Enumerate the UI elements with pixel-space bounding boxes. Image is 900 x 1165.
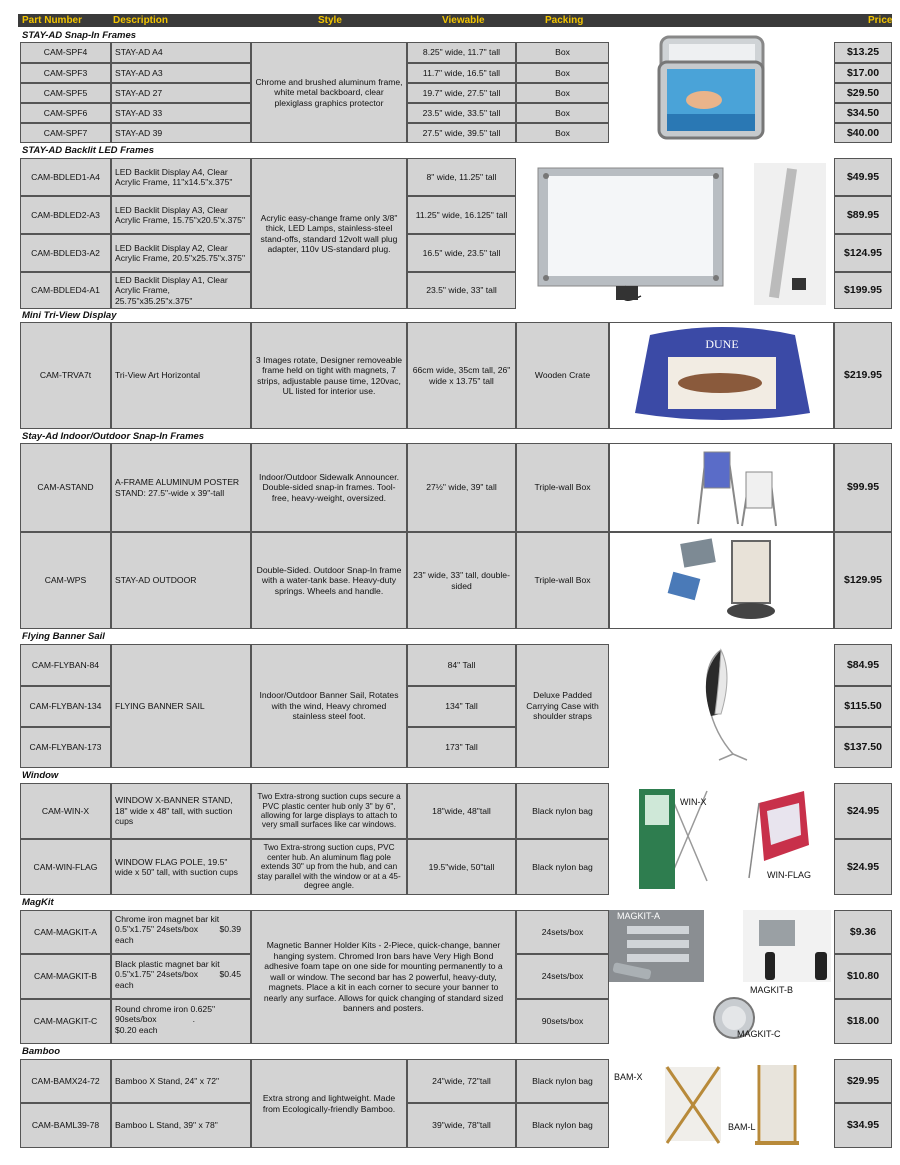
description: A-FRAME ALUMINUM POSTER STAND: 27.5"-wide x 39"-tall [111,443,251,532]
viewable: 11.7" wide, 16.5" tall [407,63,516,83]
description-line: Round chrome iron 0.625" [115,1004,216,1014]
part-number: CAM-SPF3 [20,63,111,83]
description-line [115,1014,247,1024]
viewable: 11.25" wide, 16.125" tall [407,196,516,234]
viewable: 19.5"wide, 50"tall [407,839,516,895]
part-number: CAM-ASTAND [20,443,111,532]
description: WINDOW X-BANNER STAND, 18" wide x 48" tall, with suction cups [111,783,251,839]
price: $17.00 [834,63,892,83]
description [111,954,251,999]
part-number: CAM-FLYBAN-84 [20,644,111,686]
part-number: CAM-WIN-X [20,783,111,839]
style-description: Two Extra-strong suction cups secure a PVC plastic center hub only 3" by 6", allowing for large displays to attach to very small surfaces like car windows. [251,783,407,839]
part-number: CAM-WIN-FLAG [20,839,111,895]
pack-size: 0.5"x1.75" 24sets/box [115,924,199,935]
description: LED Backlit Display A2, Clear Acrylic Frame, 20.5"x25.75"x.375" [111,234,251,272]
packing: Black nylon bag [516,1059,609,1103]
price: $9.36 [834,910,892,954]
style-description: Indoor/Outdoor Banner Sail, Rotates with the wind, Heavy chromed stainless steel foot. [251,644,407,768]
header-price: Price [868,15,893,26]
win-flag-label: WIN-FLAG [767,870,811,880]
style-description: 3 Images rotate, Designer removeable frame held on tight with magnets, 7 strips, adjustable pause time, 120vac, UL listed for interior use. [251,322,407,429]
price: $24.95 [834,839,892,895]
description: LED Backlit Display A4, Clear Acrylic Frame, 11"x14.5"x.375" [111,158,251,196]
price: $34.50 [834,103,892,123]
description-line [115,969,247,979]
style-description: Double-Sided. Outdoor Snap-In frame with a water-tank base. Heavy-duty springs. Wheels and handle. [251,532,407,629]
flying-banner-image [609,644,834,768]
section-title-window: Window [22,770,59,781]
description: WINDOW FLAG POLE, 19.5" wide x 50" tall, with suction cups [111,839,251,895]
header-viewable: Viewable [442,15,485,26]
viewable: 27½" wide, 39" tall [407,443,516,532]
viewable: 39"wide, 78"tall [407,1103,516,1148]
part-number: CAM-MAGKIT-B [20,954,111,999]
viewable: 18"wide, 48"tall [407,783,516,839]
part-number: CAM-TRVA7t [20,322,111,429]
viewable: 24sets/box [516,910,609,954]
description: FLYING BANNER SAIL [111,644,251,768]
part-number: CAM-WPS [20,532,111,629]
bam-x-label: BAM-X [614,1072,643,1082]
viewable: 24"wide, 72"tall [407,1059,516,1103]
magkit-a-label: MAGKIT-A [617,911,661,921]
dune-logo-text: DUNE [705,337,739,351]
description-line: $0.20 each [115,1024,158,1035]
pack-size: 90sets/box [115,1014,157,1025]
viewable: 66cm wide, 35cm tall, 26" wide x 13.75" tall [407,322,516,429]
description: Bamboo L Stand, 39" x 78" [111,1103,251,1148]
price: $49.95 [834,158,892,196]
outdoor-frame-image [609,532,834,629]
viewable: 8" wide, 11.25" tall [407,158,516,196]
header-packing: Packing [545,15,584,26]
price: $115.50 [834,686,892,727]
viewable: 23.5" wide, 33" tall [407,272,516,309]
price: $84.95 [834,644,892,686]
unit-price: $0.45 [219,969,241,980]
description-line: each [115,934,134,945]
packing: Box [516,42,609,63]
packing: Box [516,123,609,143]
bam-l-label: BAM-L [728,1122,756,1132]
style-description: Acrylic easy-change frame only 3/8" thick, LED Lamps, stainless-steel stand-offs, standard 12volt wall plug adapter, 110v US-standard plug. [251,158,407,309]
part-number: CAM-FLYBAN-134 [20,686,111,727]
header-description: Description [113,15,169,26]
viewable: 16.5" wide, 23.5" tall [407,234,516,272]
part-number: CAM-SPF6 [20,103,111,123]
packing: Triple-wall Box [516,443,609,532]
description-line: Chrome iron magnet bar kit [115,914,220,924]
section-title-bamboo: Bamboo [22,1046,60,1057]
section-title-triview: Mini Tri-View Display [22,310,117,321]
description-line [115,924,247,934]
description-line: Black plastic magnet bar kit [115,959,220,969]
packing: Box [516,63,609,83]
unit-price: . [192,1014,195,1025]
part-number: CAM-MAGKIT-A [20,910,111,954]
unit-price: $0.39 [219,924,241,935]
price: $89.95 [834,196,892,234]
section-title-magkit: MagKit [22,897,54,908]
price: $29.50 [834,83,892,103]
header-part-number: Part Number [22,15,83,26]
price: $24.95 [834,783,892,839]
led-frame-image [516,158,834,309]
header-style: Style [318,15,342,26]
part-number: CAM-FLYBAN-173 [20,727,111,768]
magkit-c-label: MAGKIT-C [737,1029,781,1039]
section-title-led: STAY-AD Backlit LED Frames [22,145,154,156]
packing: Deluxe Padded Carrying Case with shoulder straps [516,644,609,768]
description [111,910,251,954]
price: $219.95 [834,322,892,429]
packing: Box [516,83,609,103]
part-number: CAM-BDLED1-A4 [20,158,111,196]
price: $124.95 [834,234,892,272]
price: $40.00 [834,123,892,143]
win-x-label: WIN-X [680,797,707,807]
description: STAY-AD 33 [111,103,251,123]
viewable: 19.7" wide, 27.5" tall [407,83,516,103]
part-number: CAM-BDLED2-A3 [20,196,111,234]
packing: Wooden Crate [516,322,609,429]
description: STAY-AD 27 [111,83,251,103]
pack-size: 0.5"x1.75" 24sets/box [115,969,199,980]
style-description: Two Extra-strong suction cups, PVC center hub. An aluminum flag pole extends 30" up from the hub, and can stay parallel with the window or at a 45-degree angle. [251,839,407,895]
section-title-outdoor: Stay-Ad Indoor/Outdoor Snap-In Frames [22,431,205,442]
style-description: Magnetic Banner Holder Kits - 2-Piece, quick-change, banner hanging system. Chromed Iron bars have Very High Bond adhesive foam tape on one side for mounting permanently to a wall or window. The second bar has 2 powerful, heavy-duty, magnets. Place a kit in each corner to secure your banner to nearly any surface. Allows for quick changing of standard sized banners and posters. [251,910,516,1044]
description-line: each [115,979,134,990]
viewable: 134" Tall [407,686,516,727]
description: Tri-View Art Horizontal [111,322,251,429]
price: $34.95 [834,1103,892,1148]
magkit-image [609,910,834,1044]
part-number: CAM-BDLED3-A2 [20,234,111,272]
style-description: Chrome and brushed aluminum frame, white metal backboard, clear plexiglass graphics protector [251,42,407,143]
packing: Black nylon bag [516,839,609,895]
viewable: 27.5" wide, 39.5" tall [407,123,516,143]
packing: Box [516,103,609,123]
price: $18.00 [834,999,892,1044]
description: STAY-AD OUTDOOR [111,532,251,629]
viewable: 8.25" wide, 11.7" tall [407,42,516,63]
viewable: 23" wide, 33" tall, double-sided [407,532,516,629]
description: STAY-AD A4 [111,42,251,63]
part-number: CAM-SPF4 [20,42,111,63]
price: $99.95 [834,443,892,532]
section-title-snapin: STAY-AD Snap-In Frames [22,30,137,41]
packing: Triple-wall Box [516,532,609,629]
price: $10.80 [834,954,892,999]
section-title-flying: Flying Banner Sail [22,631,105,642]
style-description: Indoor/Outdoor Sidewalk Announcer. Double-sided snap-in frames. Tool-free, heavy-weight, oversized. [251,443,407,532]
viewable: 90sets/box [516,999,609,1044]
price: $129.95 [834,532,892,629]
part-number: CAM-BDLED4-A1 [20,272,111,309]
description: STAY-AD 39 [111,123,251,143]
magkit-b-label: MAGKIT-B [750,985,794,995]
a-frame-stand-image [609,443,834,532]
viewable: 23.5" wide, 33.5" tall [407,103,516,123]
description: LED Backlit Display A1, Clear Acrylic Frame, 25.75"x35.25"x.375" [111,272,251,309]
viewable: 84" Tall [407,644,516,686]
description: Bamboo X Stand, 24" x 72" [111,1059,251,1103]
viewable: 24sets/box [516,954,609,999]
part-number: CAM-BAML39-78 [20,1103,111,1148]
triview-display-image [609,322,834,429]
description: STAY-AD A3 [111,63,251,83]
part-number: CAM-BAMX24-72 [20,1059,111,1103]
viewable: 173" Tall [407,727,516,768]
price: $137.50 [834,727,892,768]
part-number: CAM-SPF7 [20,123,111,143]
part-number: CAM-SPF5 [20,83,111,103]
packing: Black nylon bag [516,1103,609,1148]
snapin-frame-image [609,32,834,143]
style-description: Extra strong and lightweight. Made from Ecologically-friendly Bamboo. [251,1059,407,1148]
price: $29.95 [834,1059,892,1103]
description [111,999,251,1044]
table-header [18,14,892,27]
description: LED Backlit Display A3, Clear Acrylic Frame, 15.75"x20.5"x.375" [111,196,251,234]
price: $199.95 [834,272,892,309]
part-number: CAM-MAGKIT-C [20,999,111,1044]
price: $13.25 [834,42,892,63]
bamboo-stand-image [609,1059,834,1148]
packing: Black nylon bag [516,783,609,839]
